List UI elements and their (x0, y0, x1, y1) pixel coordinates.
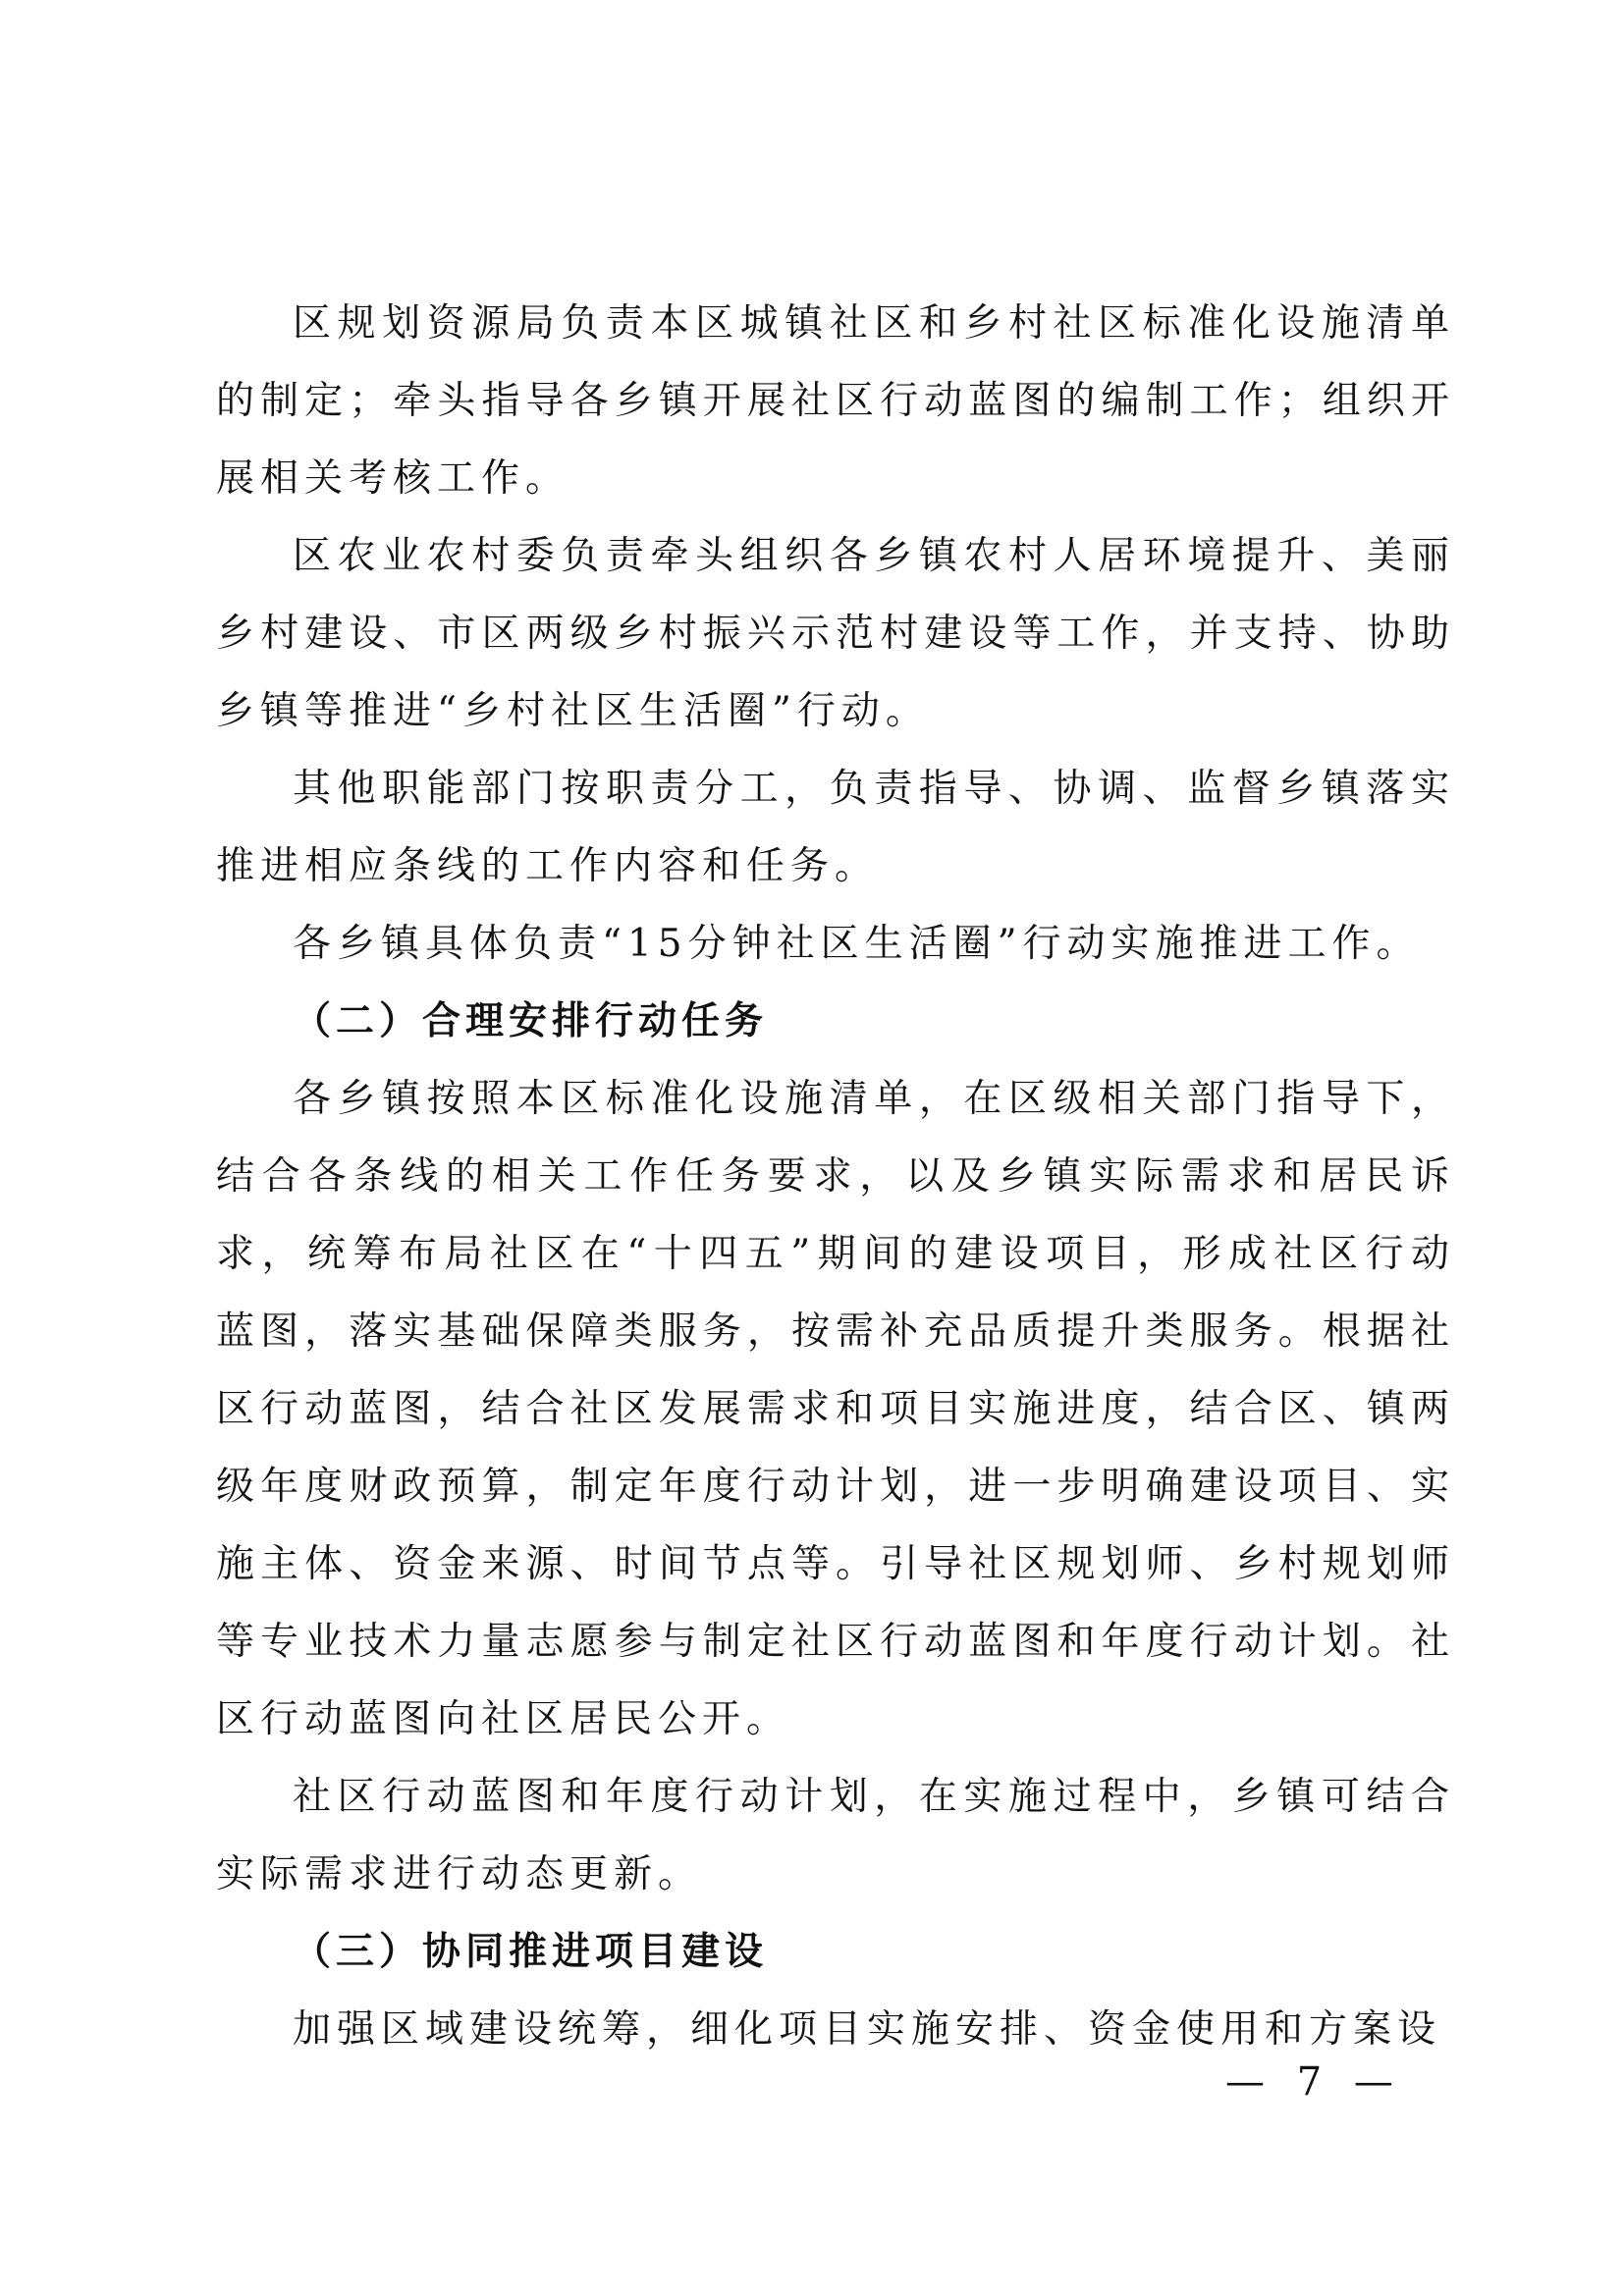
paragraph-other-departments: 其他职能部门按职责分工，负责指导、协调、监督乡镇落实推进相应条线的工作内容和任务。 (216, 767, 1455, 888)
paragraph-project-construction: 加强区域建设统筹，细化项目实施安排、资金使用和方案设 (293, 2007, 1442, 2052)
paragraph-planning-bureau: 区规划资源局负责本区城镇社区和乡村社区标准化设施清单的制定；牵头指导各乡镇开展社区行动蓝图的编制工作；组织开展相关考核工作。 (216, 301, 1455, 501)
paragraph-action-tasks: 各乡镇按照本区标准化设施清单，在区级相关部门指导下，结合各条线的相关工作任务要求，以及乡镇实际需求和居民诉求，统筹布局社区在“十四五”期间的建设项目，形成社区行动蓝图，落实基础保障类服务，按需补充品质提升类服务。根据社区行动蓝图，结合社区发展需求和项目实施进度，结合区、镇两级年度财政预算，制定年度行动计划，进一步明确建设项目、实施主体、资金来源、时间节点等。引导社区规划师、乡村规划师等专业技术力量志愿参与制定社区行动蓝图和年度行动计划。社区行动蓝图向社区居民公开。 (216, 1077, 1455, 1741)
page-number: — 7 — (1225, 2059, 1403, 2105)
paragraph-agriculture-committee: 区农业农村委负责牵头组织各乡镇农村人居环境提升、美丽乡村建设、市区两级乡村振兴示范村建设等工作，并支持、协助乡镇等推进“乡村社区生活圈”行动。 (216, 534, 1455, 733)
paragraph-townships: 各乡镇具体负责“15分钟社区生活圈”行动实施推进工作。 (293, 922, 1421, 966)
section-heading-3: （三）协同推进项目建设 (293, 1930, 769, 1974)
paragraph-dynamic-update: 社区行动蓝图和年度行动计划，在实施过程中，乡镇可结合实际需求进行动态更新。 (216, 1775, 1455, 1896)
section-heading-2: （二）合理安排行动任务 (293, 999, 769, 1043)
document-body (216, 285, 1455, 2068)
